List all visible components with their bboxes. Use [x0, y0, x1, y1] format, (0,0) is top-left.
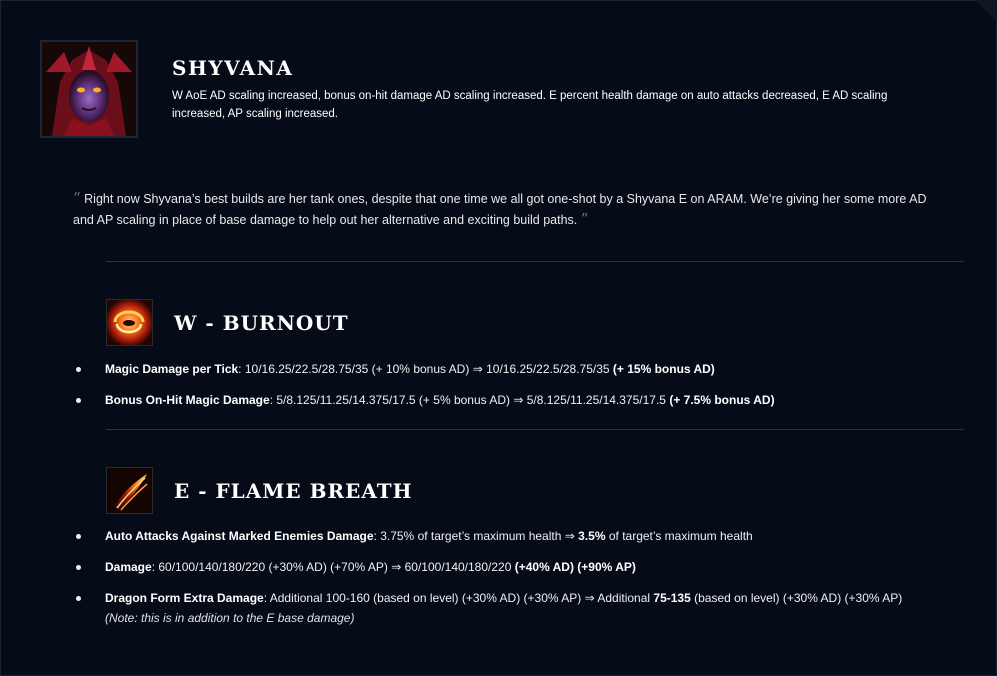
change-before: 60/100/140/180/220 (+30% AD) (+70% AP)	[158, 560, 388, 574]
change-after-tail: of target’s maximum health	[608, 529, 753, 543]
arrow-icon: ⇒	[391, 560, 402, 574]
flame-breath-claw-icon	[106, 467, 153, 514]
bullet-icon	[76, 565, 81, 570]
champion-portrait-image	[40, 40, 138, 138]
note-text: (Note: this is in addition to the E base damage)	[105, 611, 355, 625]
change-label: Magic Damage per Tick	[105, 362, 239, 376]
ability-title-e: E - FLAME BREATH	[174, 479, 413, 503]
change-after-tail: (based on level) (+30% AD) (+30% AP)	[694, 591, 903, 605]
burnout-swirl-icon	[106, 299, 153, 346]
change-after-highlight: 75-135	[653, 591, 691, 605]
bullet-icon	[76, 367, 81, 372]
bullet-icon	[76, 398, 81, 403]
change-before: Additional 100-160 (based on level) (+30% AD) (+30% AP)	[269, 591, 582, 605]
change-after-highlight: (+40% AD) (+90% AP)	[514, 560, 636, 574]
change-after-highlight: 3.5%	[578, 529, 606, 543]
change-label: Bonus On-Hit Magic Damage	[105, 393, 270, 407]
arrow-icon: ⇒	[472, 362, 483, 376]
change-label: Damage	[105, 560, 152, 574]
shyvana-portrait-icon	[42, 42, 136, 136]
burnout-swirl-icon	[107, 300, 152, 345]
change-label: Dragon Form Extra Damage	[105, 591, 264, 605]
close-quote-icon: ”	[580, 210, 589, 228]
section-divider	[106, 261, 964, 262]
change-after: Additional	[597, 591, 651, 605]
change-after: 60/100/140/180/220	[404, 560, 512, 574]
change-before: 5/8.125/11.25/14.375/17.5 (+ 5% bonus AD)	[276, 393, 510, 407]
champion-name: SHYVANA	[172, 56, 294, 80]
champion-summary: W AoE AD scaling increased, bonus on-hit damage AD scaling increased. E percent health damage on auto attacks decreased, E AD scaling increased, AP scaling increased.	[172, 90, 888, 120]
arrow-icon: ⇒	[584, 591, 595, 605]
open-quote-icon: “	[73, 189, 81, 207]
bullet-icon	[76, 534, 81, 539]
change-after-highlight: (+ 15% bonus AD)	[612, 362, 715, 376]
change-before: 10/16.25/22.5/28.75/35 (+ 10% bonus AD)	[244, 362, 470, 376]
bullet-icon	[76, 596, 81, 601]
change-after-highlight: (+ 7.5% bonus AD)	[669, 393, 775, 407]
change-after: 5/8.125/11.25/14.375/17.5	[526, 393, 666, 407]
arrow-icon: ⇒	[564, 529, 575, 543]
change-before: 3.75% of target’s maximum health	[380, 529, 562, 543]
change-label: Auto Attacks Against Marked Enemies Damage	[105, 529, 374, 543]
ability-title-w: W - BURNOUT	[174, 311, 349, 335]
change-after: 10/16.25/22.5/28.75/35	[486, 362, 610, 376]
panel-corner-cut	[975, 0, 997, 22]
arrow-icon: ⇒	[513, 393, 524, 407]
designer-quote	[73, 188, 933, 230]
quote-text: Right now Shyvana’s best builds are her tank ones, despite that one time we all got one-shot by a Shyvana E on ARAM. We’re giving her some more AD and AP scaling in place of base damage to help out her alternative and exciting build paths.	[73, 192, 927, 227]
section-divider	[106, 429, 964, 430]
flame-breath-claw-icon	[107, 468, 152, 513]
